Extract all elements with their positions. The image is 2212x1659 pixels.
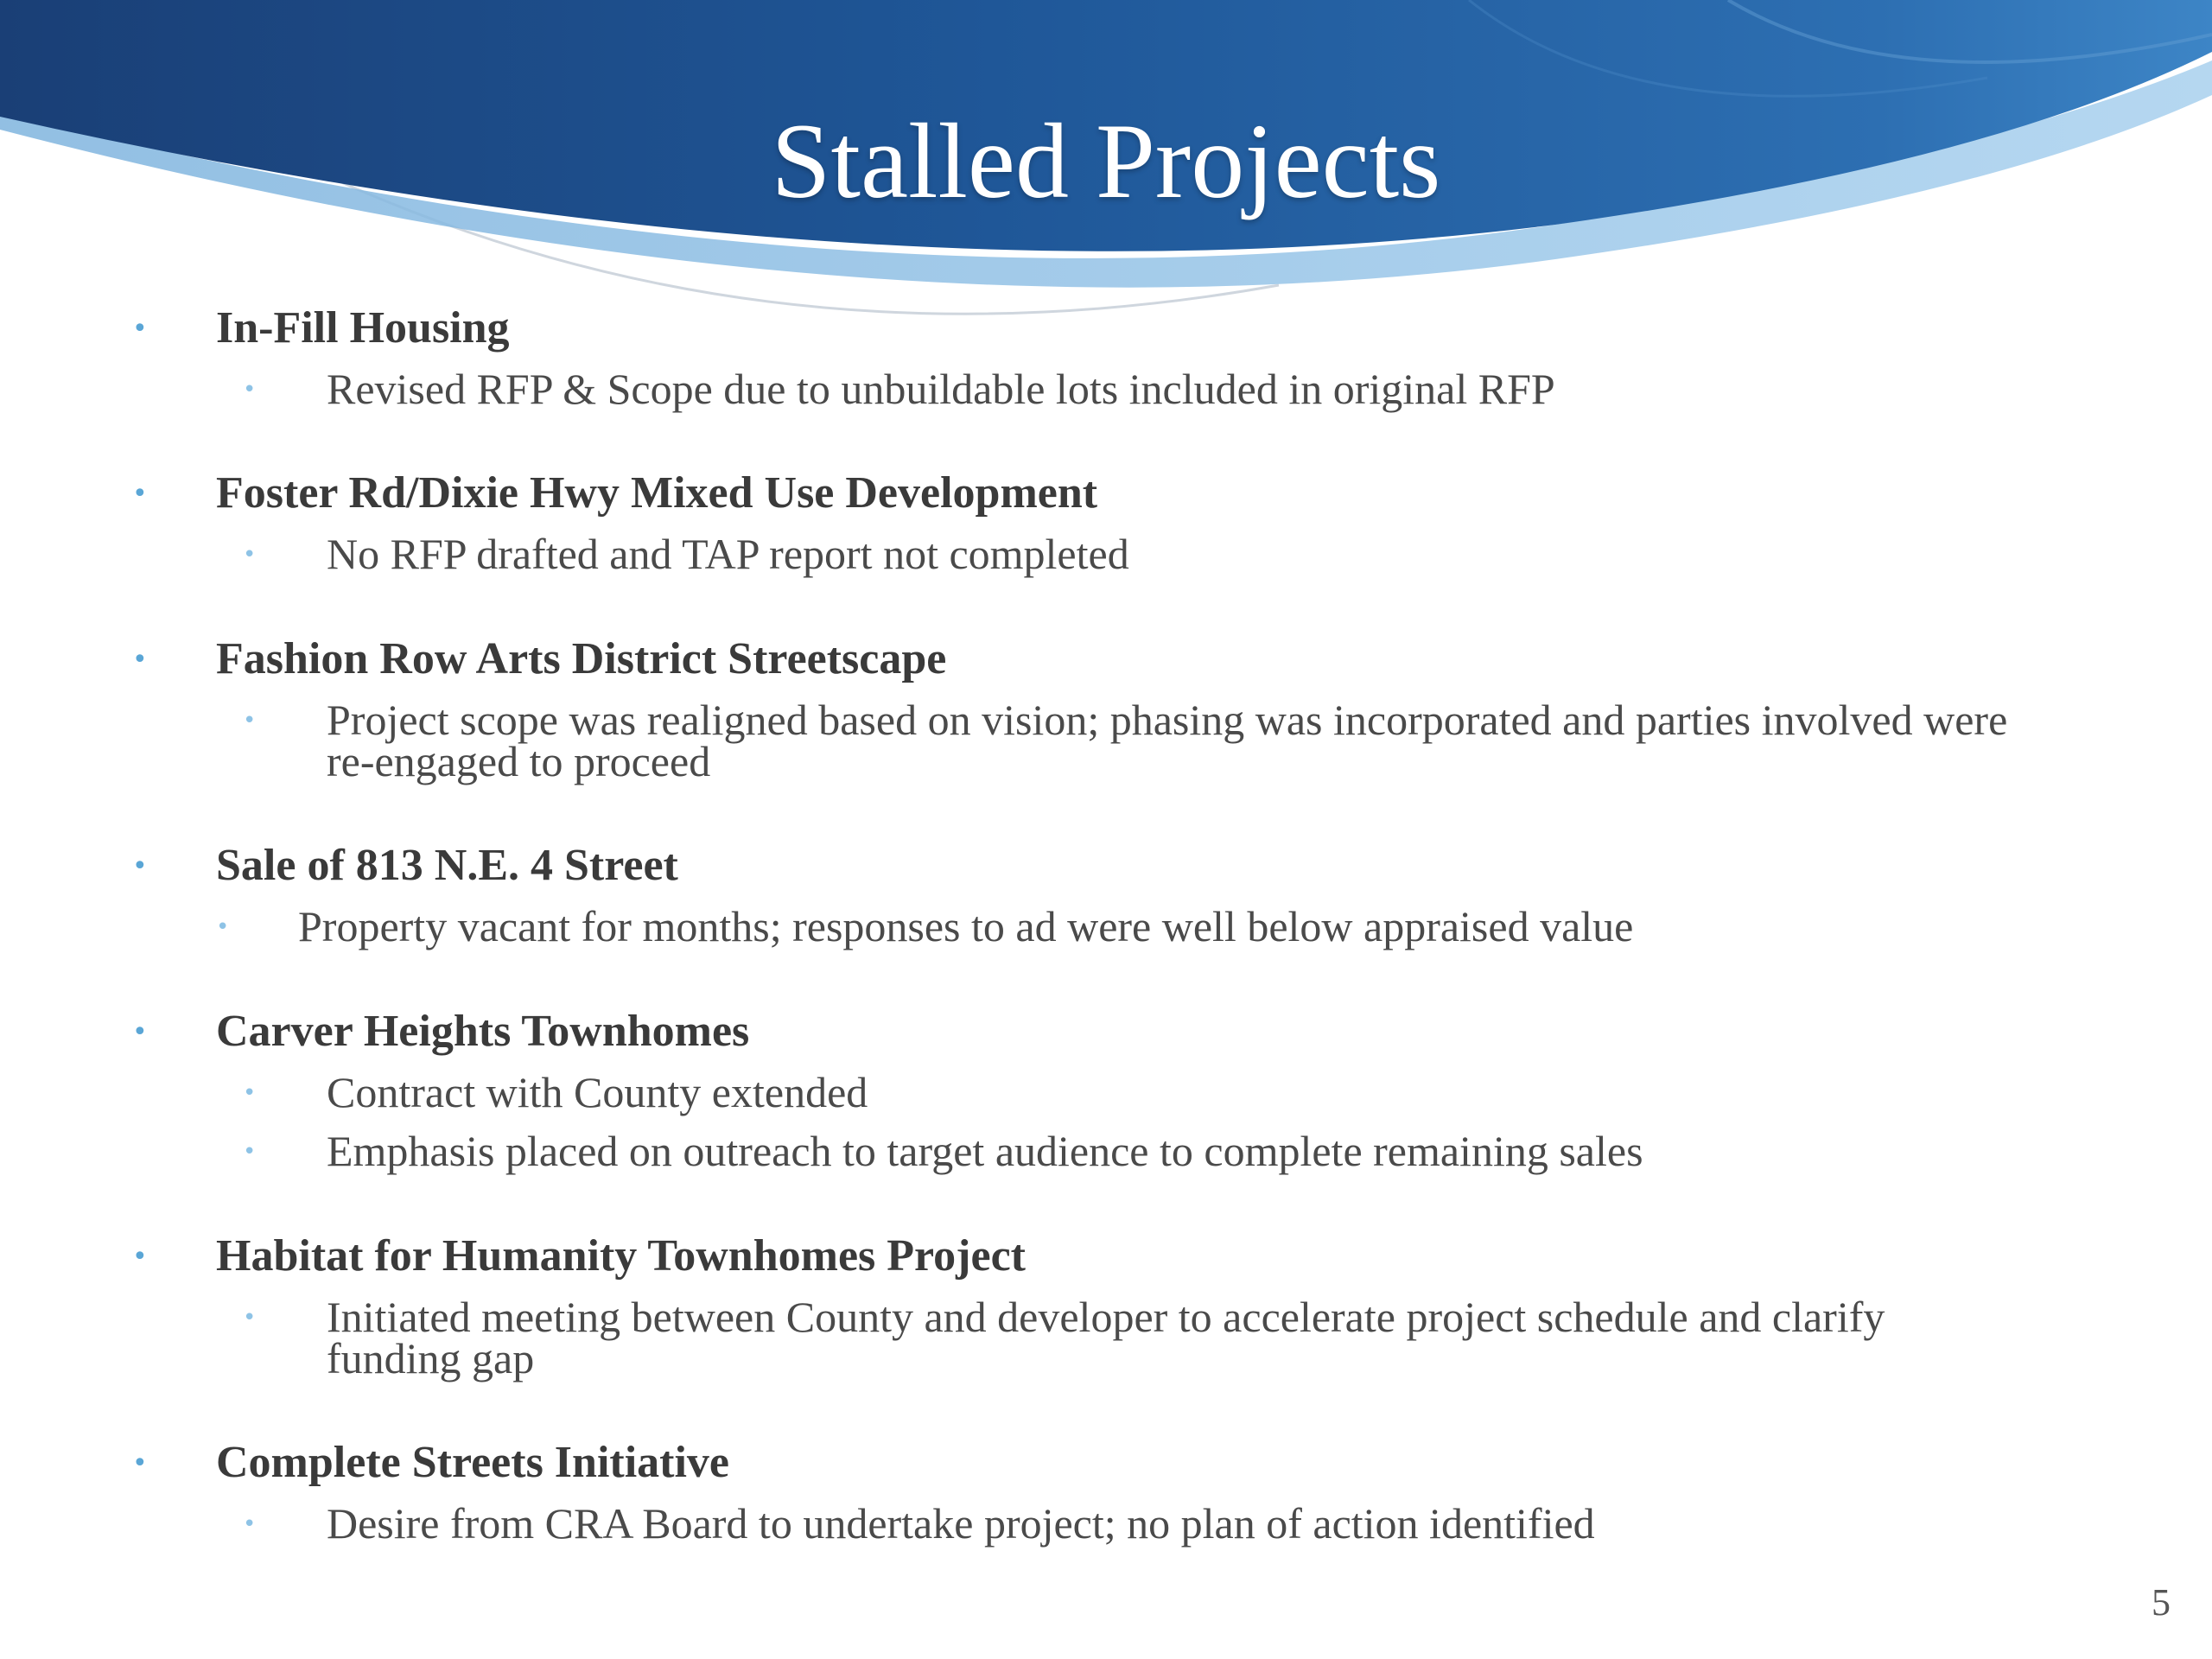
page-number: 5 <box>2152 1581 2171 1624</box>
item-detail: No RFP drafted and TAP report not completed <box>327 530 1129 578</box>
item-heading: Complete Streets Initiative <box>216 1438 730 1487</box>
sub-bullet-icon: • <box>216 914 230 940</box>
bullet-icon: • <box>132 851 148 881</box>
bullet-icon: • <box>132 1448 148 1478</box>
sub-bullet-icon: • <box>243 708 257 734</box>
bullet-icon: • <box>132 479 148 509</box>
item-detail: Initiated meeting between County and developer to accelerate project schedule and clarify funding gap <box>327 1293 1885 1382</box>
item-heading: Habitat for Humanity Townhomes Project <box>216 1231 1026 1281</box>
item-heading: In-Fill Housing <box>216 303 510 353</box>
slide-title: Stalled Projects <box>771 102 1441 220</box>
item-detail: Property vacant for months; responses to ad were well below appraised value <box>298 902 1634 950</box>
bullet-icon: • <box>132 1017 148 1047</box>
item-heading: Sale of 813 N.E. 4 Street <box>216 841 678 890</box>
item-heading: Carver Heights Townhomes <box>216 1007 750 1056</box>
sub-bullet-icon: • <box>243 377 257 403</box>
item-heading: Foster Rd/Dixie Hwy Mixed Use Development <box>216 468 1098 518</box>
item-detail: Desire from CRA Board to undertake project; no plan of action identified <box>327 1499 1595 1548</box>
item-detail: Project scope was realigned based on vision; phasing was incorporated and parties involved were re-engaged to proceed <box>327 696 2008 785</box>
bullet-icon: • <box>132 314 148 344</box>
bullet-icon: • <box>132 645 148 675</box>
sub-bullet-icon: • <box>243 1305 257 1331</box>
bullet-icon: • <box>132 1242 148 1272</box>
item-heading: Fashion Row Arts District Streetscape <box>216 634 947 683</box>
item-detail: Revised RFP & Scope due to unbuildable lots included in original RFP <box>327 365 1555 413</box>
item-detail: Contract with County extended <box>327 1068 868 1116</box>
sub-bullet-icon: • <box>243 1080 257 1106</box>
sub-bullet-icon: • <box>243 1511 257 1537</box>
item-detail: Emphasis placed on outreach to target audience to complete remaining sales <box>327 1127 1643 1175</box>
sub-bullet-icon: • <box>243 542 257 568</box>
sub-bullet-icon: • <box>243 1139 257 1165</box>
